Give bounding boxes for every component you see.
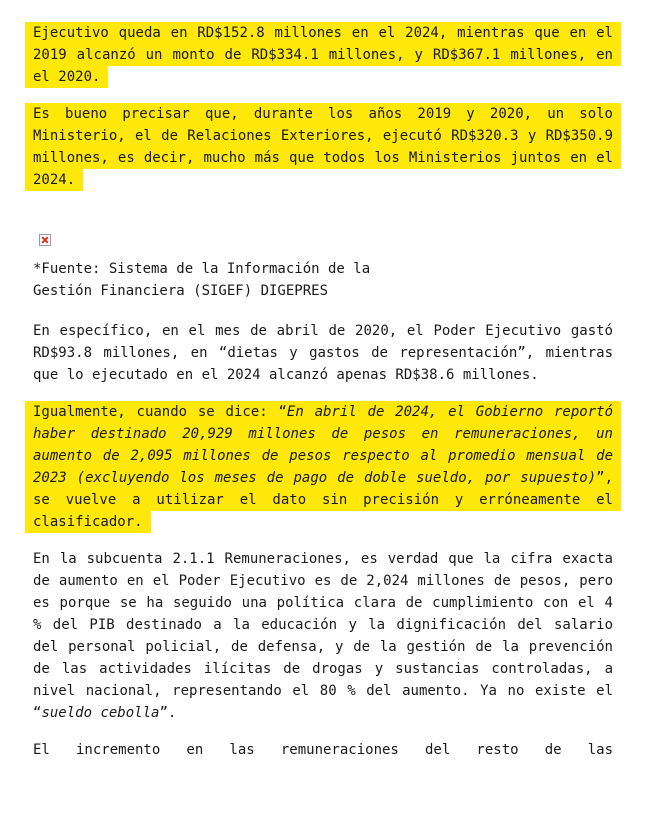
paragraph-relaciones-exteriores — [33, 103, 613, 191]
paragraph-subcuenta — [33, 548, 613, 724]
source-line: Gestión Financiera (SIGEF) DIGEPRES — [33, 283, 329, 299]
quote-outro: ”, se vuelve a utilizar el dato sin precisión y erróneamente el clasificador. — [33, 470, 613, 530]
paragraph-incremento — [33, 739, 613, 761]
highlighted-text — [25, 401, 621, 533]
paragraph-text: En específico, en el mes de abril de 2020, el Poder Ejecutivo gastó RD$93.8 millones, en “dietas y gastos de representación”, mientras que lo ejecutado en el 2024 alcanzó apenas RD$38.6 millones. — [33, 323, 613, 383]
source-line: *Fuente: Sistema de la Información de la — [33, 261, 371, 277]
paragraph-text: En la subcuenta 2.1.1 Remuneraciones, es verdad que la cifra exacta de aumento en el Poder Ejecutivo es de 2,024 millones de pesos, pero es porque se ha seguido una política clara de cumplimiento con el 4 % del PIB destinado a la educación y la dignificación del salario del personal policial, de defensa, y de la gestión de la prevención de las actividades ilícitas de drogas y sustancias controladas, a nivel nacional, representando el 80 % del aumento. Ya no existe el “ — [33, 551, 613, 721]
document-page — [33, 22, 613, 776]
paragraph-igualmente — [33, 401, 613, 533]
broken-image-icon — [39, 234, 51, 246]
highlighted-text: Es bueno precisar que, durante los años 2019 y 2020, un solo Ministerio, el de Relaciones Exteriores, ejecutó RD$320.3 y RD$350.9 millones, es decir, mucho más que todos los Ministerios juntos en el 2024. — [25, 103, 621, 191]
paragraph-abril-2020 — [33, 320, 613, 386]
highlighted-text: Ejecutivo queda en RD$152.8 millones en el 2024, mientras que en el 2019 alcanzó un monto de RD$334.1 millones, y RD$367.1 millones, en el 2020. — [25, 22, 621, 88]
quoted-statement: En abril de 2024, el Gobierno reportó haber destinado 20,929 millones de pesos en remuneraciones, un aumento de 2,095 millones de pesos respecto al promedio mensual de 2023 (excluyendo los meses de pago de doble sueldo, por supuesto) — [33, 404, 613, 486]
paragraph-ejecutivo-montos — [33, 22, 613, 88]
quote-intro: Igualmente, cuando se dice: “ — [33, 404, 287, 420]
italic-term: sueldo cebolla — [41, 705, 160, 721]
source-caption — [33, 258, 613, 302]
paragraph-text-end: ”. — [159, 705, 177, 721]
paragraph-text: El incremento en las remuneraciones del resto de las — [33, 742, 613, 758]
